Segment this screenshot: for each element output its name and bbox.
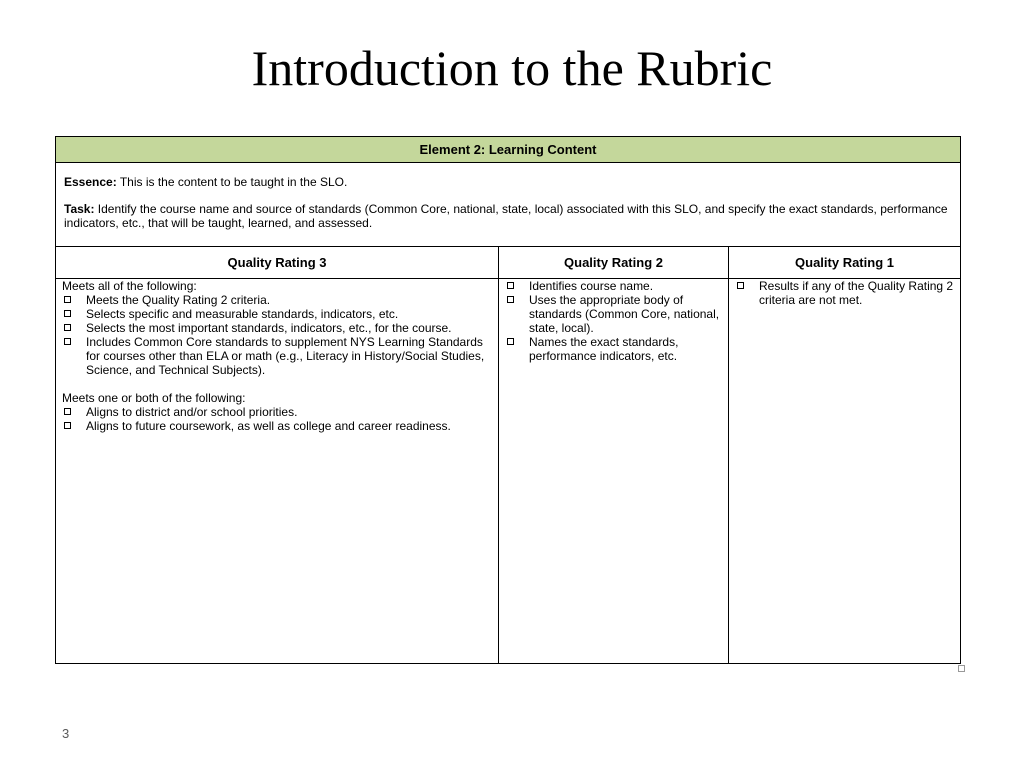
criteria-text: Results if any of the Quality Rating 2 criteria are not met. bbox=[759, 279, 954, 307]
rating-2-list bbox=[505, 279, 722, 363]
criteria-text: Aligns to future coursework, as well as college and career readiness. bbox=[86, 419, 451, 433]
checkbox-icon bbox=[507, 338, 514, 345]
rating-1-criteria bbox=[728, 279, 960, 663]
criteria-item bbox=[62, 405, 492, 419]
criteria-text: Identifies course name. bbox=[529, 279, 654, 293]
criteria-text: Includes Common Core standards to supplement NYS Learning Standards for courses other than ELA or math (e.g., Literacy in History/Social Studies, Science, and Technical Subjects). bbox=[86, 335, 485, 377]
rating-3-criteria bbox=[56, 279, 498, 663]
criteria-text: Aligns to district and/or school priorities. bbox=[86, 405, 298, 419]
criteria-item bbox=[62, 307, 492, 321]
checkbox-icon bbox=[507, 296, 514, 303]
criteria-text: Selects the most important standards, indicators, etc., for the course. bbox=[86, 321, 452, 335]
criteria-text: Meets the Quality Rating 2 criteria. bbox=[86, 293, 271, 307]
criteria-item bbox=[735, 279, 954, 307]
task-text: Identify the course name and source of standards (Common Core, national, state, local) associated with this SLO, and specify the exact standards, performance indicators, etc., that will be taught, learned, and assessed. bbox=[64, 202, 948, 230]
rating-3-lead: Meets all of the following: bbox=[62, 279, 197, 293]
checkbox-icon bbox=[507, 282, 514, 289]
rating-3-lead-2: Meets one or both of the following: bbox=[62, 391, 246, 405]
task-row bbox=[64, 202, 952, 230]
page-number: 3 bbox=[62, 726, 70, 741]
rubric-intro bbox=[56, 163, 960, 247]
rubric-table bbox=[55, 136, 961, 664]
rating-3-heading: Quality Rating 3 bbox=[56, 247, 498, 279]
rating-1-heading: Quality Rating 1 bbox=[728, 247, 960, 279]
rating-2-criteria bbox=[498, 279, 728, 663]
essence-label: Essence: bbox=[64, 175, 117, 189]
criteria-text: Selects specific and measurable standards, indicators, etc. bbox=[86, 307, 399, 321]
criteria-text: Names the exact standards, performance indicators, etc. bbox=[529, 335, 679, 363]
slide-title: Introduction to the Rubric bbox=[251, 40, 773, 96]
rating-3-list-2 bbox=[62, 405, 492, 433]
criteria-item bbox=[62, 419, 492, 433]
resize-handle[interactable] bbox=[958, 665, 965, 672]
criteria-item bbox=[505, 279, 722, 293]
element-title: Element 2: Learning Content bbox=[56, 137, 960, 163]
rating-1-list bbox=[735, 279, 954, 307]
checkbox-icon bbox=[64, 310, 71, 317]
essence-row bbox=[64, 175, 952, 189]
rating-3-list bbox=[62, 293, 492, 377]
criteria-item bbox=[62, 293, 492, 307]
criteria-item bbox=[505, 293, 722, 335]
checkbox-icon bbox=[64, 408, 71, 415]
rating-2-heading: Quality Rating 2 bbox=[498, 247, 728, 279]
criteria-text: Uses the appropriate body of standards (Common Core, national, state, local). bbox=[529, 293, 720, 335]
criteria-item bbox=[62, 321, 492, 335]
checkbox-icon bbox=[64, 338, 71, 345]
checkbox-icon bbox=[64, 324, 71, 331]
criteria-item bbox=[62, 335, 492, 377]
essence-text: This is the content to be taught in the SLO. bbox=[116, 175, 348, 189]
criteria-item bbox=[505, 335, 722, 363]
checkbox-icon bbox=[64, 422, 71, 429]
checkbox-icon bbox=[64, 296, 71, 303]
checkbox-icon bbox=[737, 282, 744, 289]
task-label: Task: bbox=[64, 202, 95, 216]
